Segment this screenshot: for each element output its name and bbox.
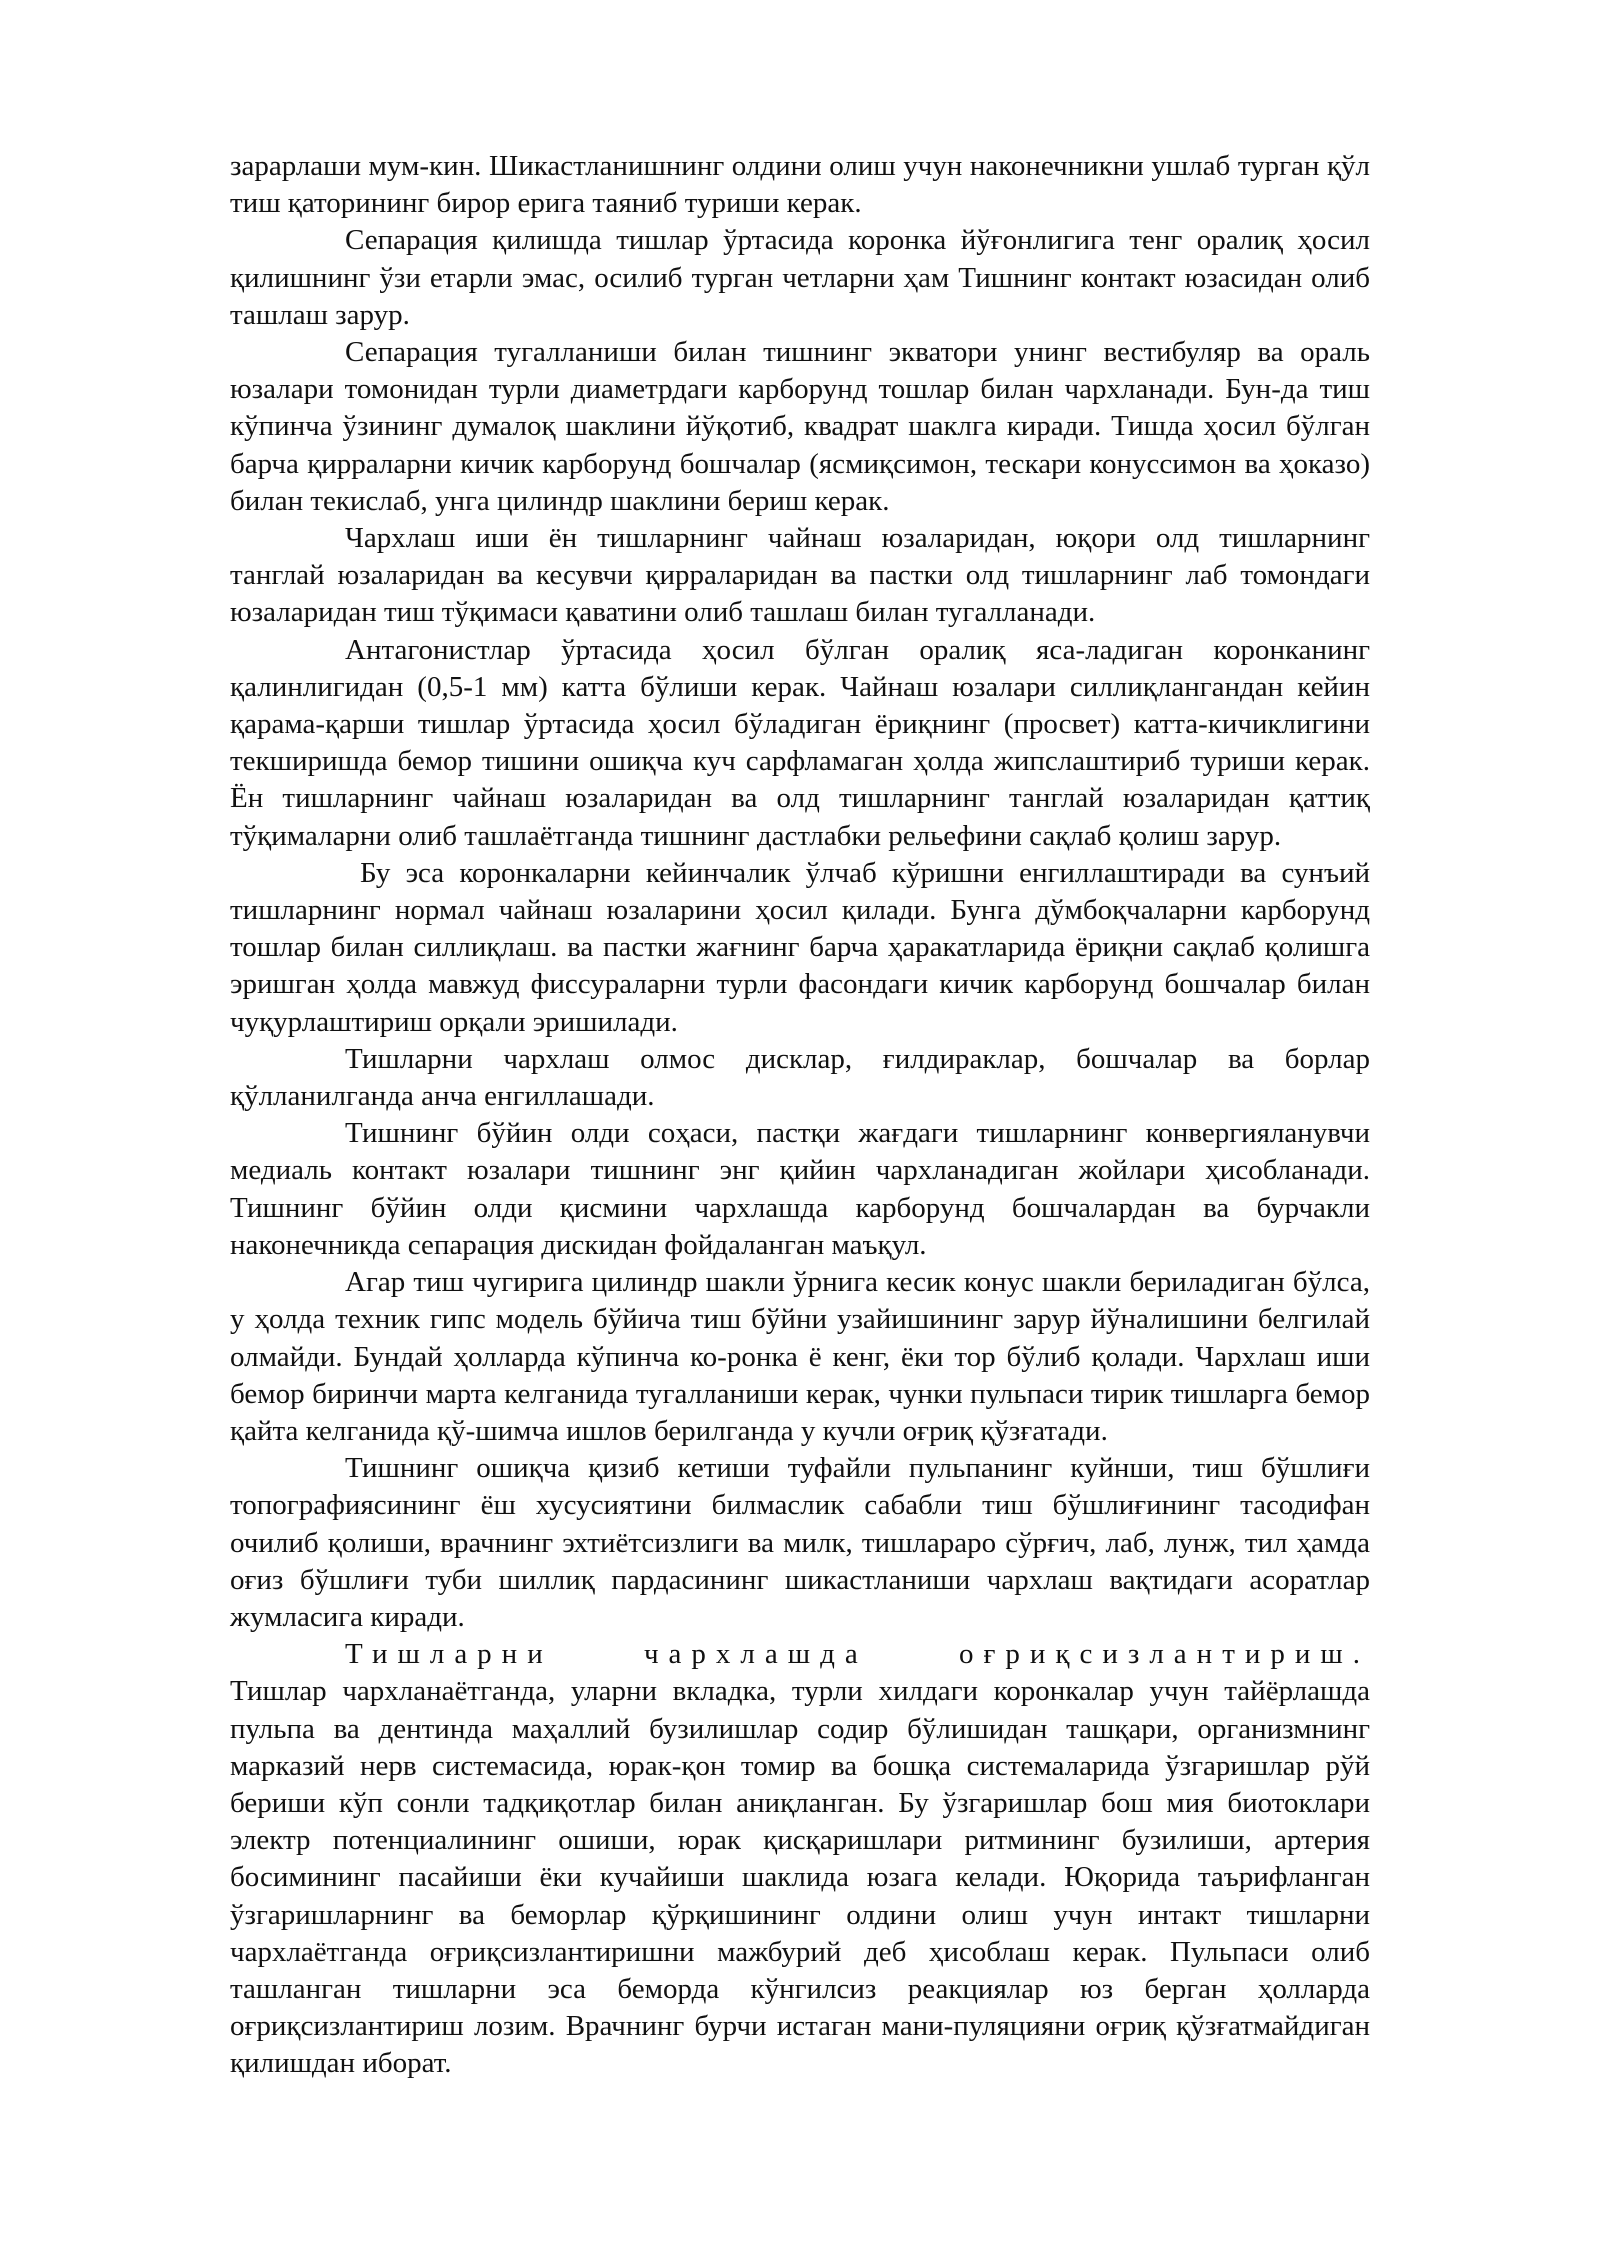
paragraph-5: Антагонистлар ўртасида ҳосил бўлган оралиқ яса-ладиган коронканинг қалинлигидан (0,5-1 мм) катта бўлиши керак. Чайнаш юзалари силлиқлангандан кейин қарама-қарши тишлар ўртасида ҳосил бўладиган ёриқнинг (просвет) катта-кичиклигини текширишда бемор тишини ошиқча куч сарфламаган ҳолда жипслаштириб туриши керак. Ён тишларнинг чайнаш юзаларидан ва олд тишларнинг танглай юзаларидан қаттиқ тўқималарни олиб ташлаётганда тишнинг дастлабки рельефини сақлаб қолиш зарур.: [230, 633, 1370, 852]
paragraph-2: Сепарация қилишда тишлар ўртасида коронка йўғонлигига тенг оралиқ ҳосил қилишнинг ўзи етарли эмас, осилиб турган четларни ҳам Тишнинг контакт юзасидан олиб ташлаш зарур.: [230, 224, 1370, 331]
section-heading: Тишларни чархлашда оғриқсизлантириш.: [345, 1638, 1370, 1671]
paragraph-9: Агар тиш чугирига цилиндр шакли ўрнига кесик конус шакли бериладиган бўлса, у ҳолда техник гипс модель бўйича тиш бўйни узайишининг зарур йўналишини белгилай олмайди. Бундай ҳолларда кўпинча ко-ронка ё кенг, ёки тор бўлиб қолади. Чархлаш иши бемор биринчи марта келганида тугалланиши керак, чунки пульпаси тирик тишларга бемор қайта келганида қў-шимча ишлов берилганда у кучли оғриқ қўзғатади.: [230, 1266, 1370, 1447]
paragraph-8: Тишнинг бўйин олди соҳаси, пастқи жағдаги тишларнинг конвергияланувчи медиаль контакт юзалари тишнинг энг қийин чархланадиган жойлари ҳисобланади. Тишнинг бўйин олди қисмини чархлашда карборунд бошчалардан ва бурчакли наконечникда сепарация дискидан фойдаланган маъқул.: [230, 1117, 1370, 1261]
paragraph-6: Бу эса коронкаларни кейинчалик ўлчаб кўришни енгиллаштиради ва сунъий тишларнинг нормал чайнаш юзаларини ҳосил қилади. Бунга дўмбоқчаларни карборунд тошлар билан силлиқлаш. ва пастки жағнинг барча ҳаракатларида ёриқни сақлаб қолишга эришган ҳолда мавжуд фиссураларни турли фасондаги кичик карборунд бошчалар билан чуқурлаштириш орқали эришилади.: [230, 856, 1370, 1038]
paragraph-7: Тишларни чархлаш олмос дисклар, ғилдираклар, бошчалар ва борлар қўлланилганда анча енгиллашади.: [230, 1042, 1370, 1113]
document-page: [230, 148, 1370, 2083]
paragraph-10: Тишнинг ошиқча қизиб кетиши туфайли пульпанинг куйнши, тиш бўшлиғи топографиясининг ёш хусусиятини билмаслик сабабли тиш бўшлиғининг тасодифан очилиб қолиши, врачнинг эхтиётсизлиги ва милк, тишлараро сўрғич, лаб, лунж, тил ҳамда оғиз бўшлиғи туби шиллиқ пардасининг шикастланиши чархлаш вақтидаги асоратлар жумласига киради.: [230, 1452, 1370, 1633]
paragraph-3: Сепарация тугалланиши билан тишнинг экватори унинг вестибуляр ва ораль юзалари томонидан турли диаметрдаги карборунд тошлар билан чархланади. Бун-да тиш кўпинча ўзининг думалоқ шаклини йўқотиб, квадрат шаклга киради. Тишда ҳосил бўлган барча қирраларни кичик карборунд бошчалар (ясмиқсимон, тескари конуссимон ва ҳоказо) билан текислаб, унга цилиндр шаклини бериш керак.: [230, 336, 1370, 517]
paragraph-11: [230, 1636, 1370, 2082]
paragraph-4: Чархлаш иши ён тишларнинг чайнаш юзаларидан, юқори олд тишларнинг танглай юзаларидан ва кесувчи қирраларидан ва пастки олд тишларнинг лаб томондаги юзаларидан тиш тўқимаси қаватини олиб ташлаш билан тугалланади.: [230, 522, 1370, 629]
paragraph-1: зарарлаши мум-кин. Шикастланишнинг олдини олиш учун наконечникни ушлаб турган қўл тиш қаторининг бирор ерига таяниб туриши керак.: [230, 150, 1370, 220]
section-text: Тишлар чархланаётганда, уларни вкладка, турли хилдаги коронкалар учун тайёрлашда пульпа ва дентинда маҳаллий бузилишлар содир бўлишидан ташқари, организмнинг марказий нерв системасида, юрак-қон томир ва бошқа системаларида ўзгаришлар рўй бериши кўп сонли тадқиқотлар билан аниқланган. Бу ўзгаришлар бош мия биотоклари электр потенциалининг ошиши, юрак қисқаришлари ритмининг бузилиши, артерия босимининг пасайиши ёки кучайиши шаклида юзага келади. Юқорида таърифланган ўзгаришларнинг ва беморлар қўрқишининг олдини олиш учун интакт тишларни чархлаётганда оғриқсизлантиришни мажбурий деб ҳисоблаш керак. Пульпаси олиб ташланган тишларни эса беморда кўнгилсиз реакциялар юз берган ҳолларда оғриқсизлантириш лозим. Врачнинг бурчи истаган мани-пуляцияни оғриқ қўзғатмайдиган қилишдан иборат.: [230, 1675, 1370, 2080]
